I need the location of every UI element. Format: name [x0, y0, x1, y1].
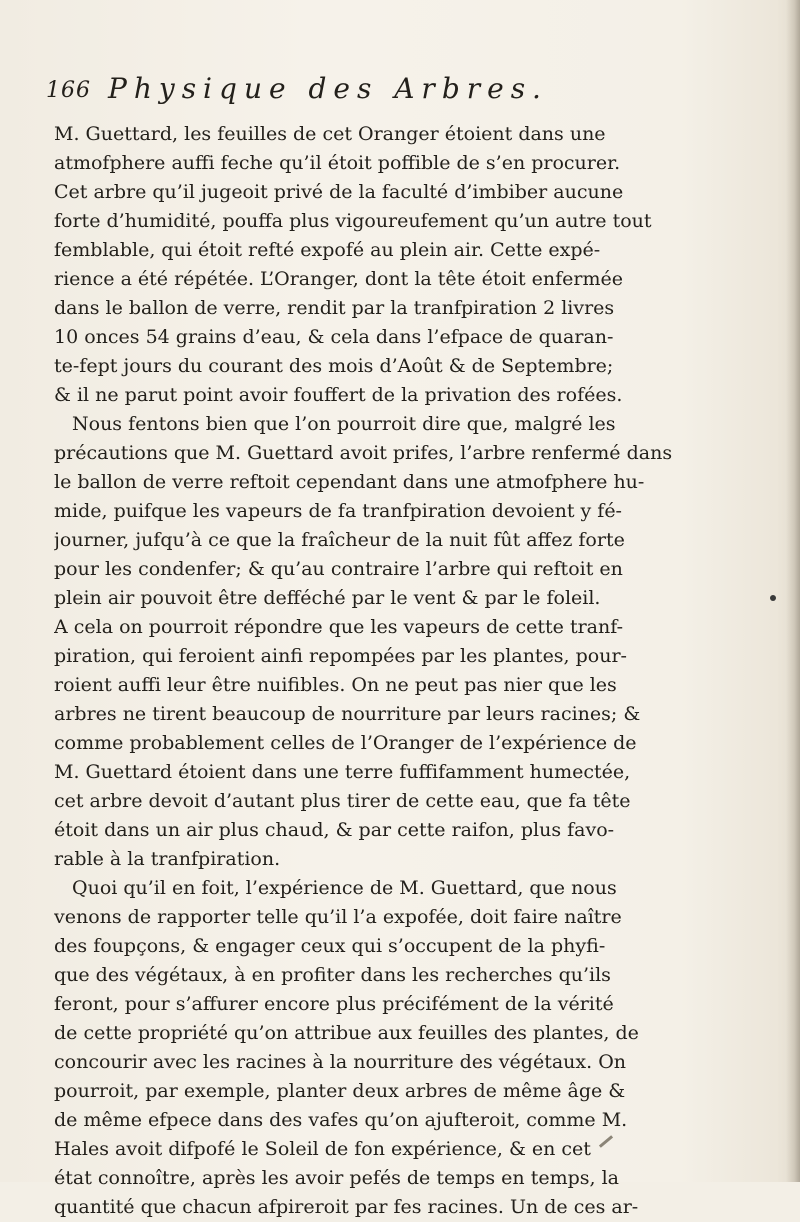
text-line: concourir avec les racines à la nourriture des végétaux. On: [54, 1051, 627, 1073]
text-line: pour les condenfer; & qu’au contraire l’arbre qui reftoit en: [54, 558, 623, 580]
text-line: de même efpece dans des vafes qu’on ajufteroit, comme M.: [54, 1109, 628, 1131]
text-line: venons de rapporter telle qu’il l’a expofée, doit faire naître: [54, 906, 622, 928]
text-line: état connoître, après les avoir pefés de temps en temps, la: [54, 1167, 619, 1189]
paragraph-start-line: Nous fentons bien que l’on pourroit dire que, malgré les: [72, 413, 616, 435]
text-line: Cet arbre qu’il jugeoit privé de la faculté d’imbiber aucune: [54, 181, 624, 203]
text-line: atmofphere auffi feche qu’il étoit poffible de s’en procurer.: [54, 152, 621, 174]
text-line: piration, qui feroient ainfi repompées par les plantes, pour-: [54, 645, 627, 667]
text-line: des foupçons, & engager ceux qui s’occupent de la phyfi-: [54, 935, 606, 957]
text-line: de cette propriété qu’on attribue aux feuilles des plantes, de: [54, 1022, 639, 1044]
text-line: arbres ne tirent beaucoup de nourriture par leurs racines; &: [54, 703, 641, 725]
text-line: rable à la tranfpiration.: [54, 848, 281, 870]
text-line: rience a été répétée. L’Oranger, dont la tête étoit enfermée: [54, 268, 624, 290]
text-line: comme probablement celles de l’Oranger de l’expérience de: [54, 732, 637, 754]
text-line: quantité que chacun afpireroit par fes racines. Un de ces ar-: [54, 1196, 639, 1218]
text-line: forte d’humidité, pouffa plus vigoureufement qu’un autre tout: [54, 210, 652, 232]
text-line: & il ne parut point avoir fouffert de la privation des rofées.: [54, 384, 623, 406]
text-line: étoit dans un air plus chaud, & par cette raifon, plus favo-: [54, 819, 615, 841]
body-text: [54, 120, 764, 1222]
text-line: M. Guettard étoient dans une terre fuffifamment humectée,: [54, 761, 631, 783]
text-line: 10 onces 54 grains d’eau, & cela dans l’efpace de quaran-: [54, 326, 614, 348]
text-line: Hales avoit difpofé le Soleil de fon expérience, & en cet: [54, 1138, 591, 1160]
text-line: te-fept jours du courant des mois d’Août & de Septembre;: [54, 355, 614, 377]
text-line: précautions que M. Guettard avoit prifes, l’arbre renfermé dans: [54, 442, 673, 464]
running-head: [46, 74, 746, 110]
text-line: dans le ballon de verre, rendit par la tranfpiration 2 livres: [54, 297, 615, 319]
text-line: A cela on pourroit répondre que les vapeurs de cette tranf-: [54, 616, 624, 638]
text-line: que des végétaux, à en profiter dans les recherches qu’ils: [54, 964, 611, 986]
page-edge-shadow: [786, 0, 800, 1182]
text-line: pourroit, par exemple, planter deux arbres de même âge &: [54, 1080, 626, 1102]
text-line: feront, pour s’affurer encore plus précifément de la vérité: [54, 993, 614, 1015]
text-line: journer, jufqu’à ce que la fraîcheur de la nuit fût affez forte: [54, 529, 625, 551]
text-line: M. Guettard, les feuilles de cet Oranger étoient dans une: [54, 123, 606, 145]
ink-speck: [770, 595, 776, 601]
text-line: le ballon de verre reftoit cependant dans une atmofphere hu-: [54, 471, 645, 493]
text-line: cet arbre devoit d’autant plus tirer de cette eau, que fa tête: [54, 790, 631, 812]
running-title: Physique des Arbres.: [108, 72, 548, 105]
text-line: roient auffi leur être nuifibles. On ne peut pas nier que les: [54, 674, 617, 696]
paragraph-start-line: Quoi qu’il en foit, l’expérience de M. Guettard, que nous: [72, 877, 617, 899]
text-line: mide, puifque les vapeurs de fa tranfpiration devoient y fé-: [54, 500, 622, 522]
text-line: plein air pouvoit être defféché par le vent & par le foleil.: [54, 587, 601, 609]
page-number: 166: [46, 78, 91, 103]
text-line: femblable, qui étoit refté expofé au plein air. Cette expé-: [54, 239, 601, 261]
